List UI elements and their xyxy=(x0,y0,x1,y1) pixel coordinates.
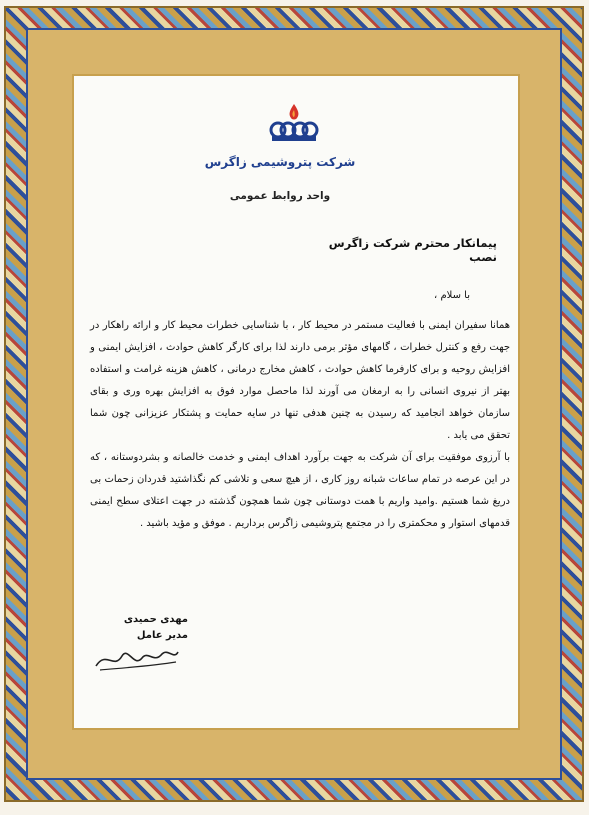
paragraph-2: با آرزوی موفقیت برای آن شرکت به جهت برآورد اهداف ایمنی و خدمت خالصانه و بشردوستانه ، که در این عرصه در تمام ساعات شبانه روز کاری ، از هیچ سعی و تلاشی کم نگذاشتید قدردان زحمات بی دریغ شما هستیم .وامید واریم با همت دوستانی چون شما همچون گذشته در جهت اعتلای سطح ایمنی قدمهای استوار و محکمتری را در مجتمع پتروشیمی زاگرس برداریم . موفق و مؤید باشید . xyxy=(90,452,510,529)
department-name: واحد روابط عمومی xyxy=(229,190,331,202)
company-logo-icon xyxy=(268,102,320,146)
signatory-title: مدیر عامل xyxy=(136,630,188,641)
company-name: شرکت پتروشیمی زاگرس xyxy=(204,155,356,169)
recipient-line: پیمانکار محترم شرکت زاگرس نصب xyxy=(328,236,497,264)
greeting: با سلام ، xyxy=(434,290,470,301)
paragraph-1: همانا سفیران ایمنی با فعالیت مستمر در محیط کار ، با شناسایی خطرات محیط کار و ارائه راهکار در جهت رفع و کنترل خطرات ، گامهای مؤثر برمی دارند لذا برای کارگر کاهش حوادث ، افزایش ایمنی و افزایش روحیه و برای کارفرما کاهش حوادث ، کاهش مخارج درمانی ، کاهش هزینه غرامت و استفاده بهتر از نیروی انسانی را به ارمغان می آورند لذا ماحصل موارد فوق به افزایش بهره وری و بقای سازمان خواهد انجامید که رسیدن به چنین هدفی تنها در سایه حمایت و پشتکار عزیزانی چون شما تحقق می یابد . xyxy=(90,320,510,441)
letter-body xyxy=(90,315,510,535)
signatory-name: مهدی حمیدی xyxy=(123,614,188,625)
handwritten-signature xyxy=(92,640,182,676)
